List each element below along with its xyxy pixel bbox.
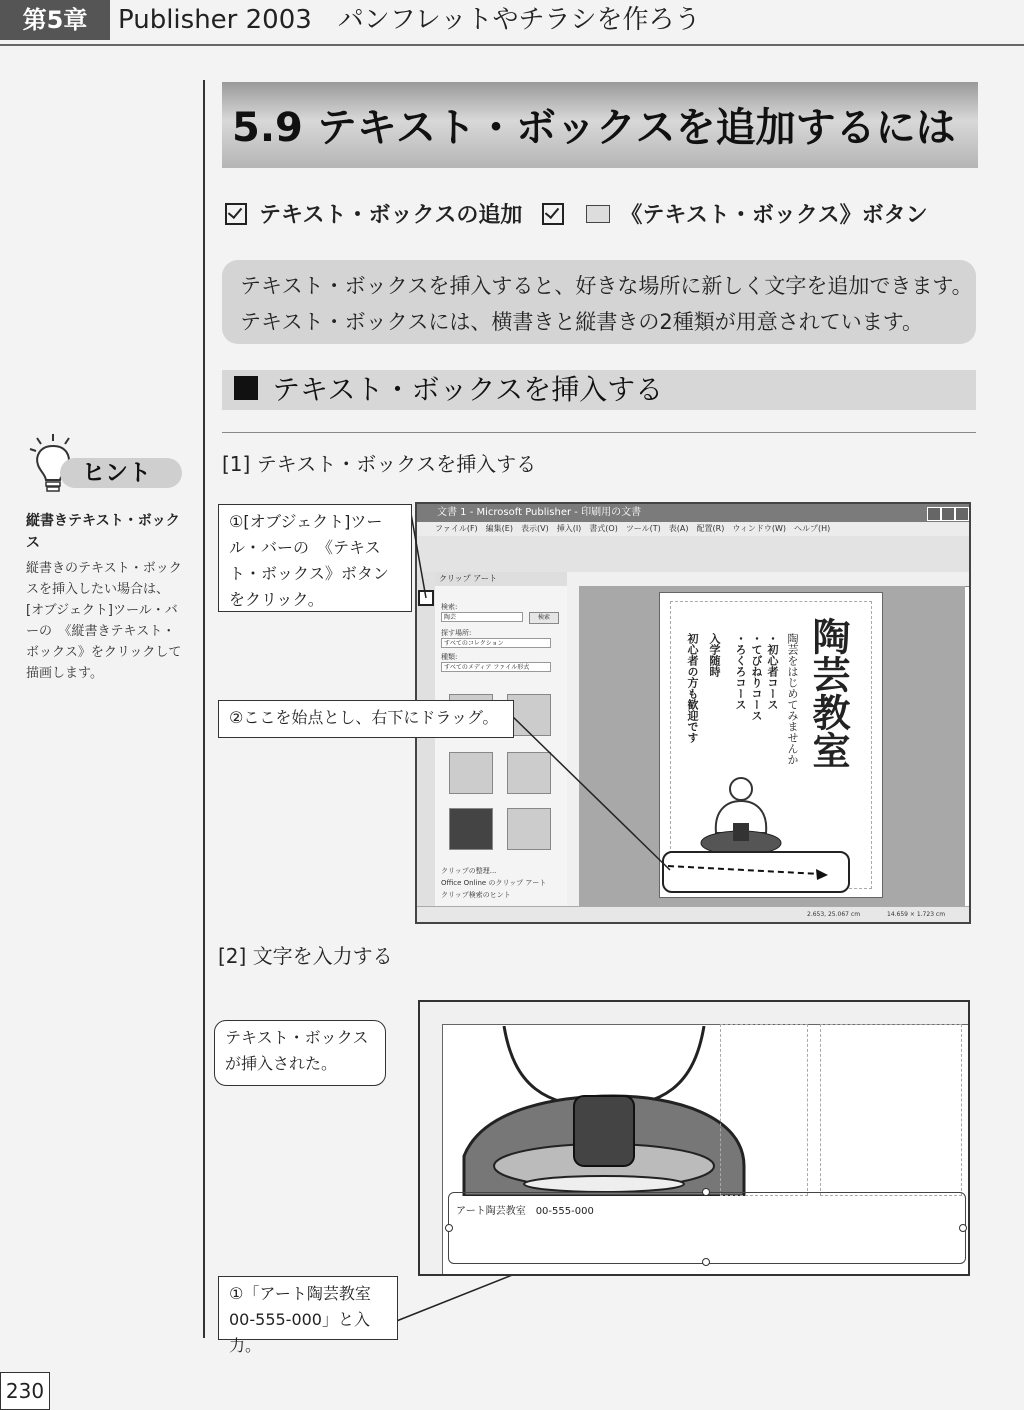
text-column-guide bbox=[720, 1024, 808, 1196]
flyer-enrollment: 入学随時 bbox=[708, 633, 721, 677]
flyer-course-2: ・てびねりコース bbox=[750, 633, 763, 721]
resize-handle[interactable] bbox=[445, 1224, 453, 1232]
resize-handle[interactable] bbox=[702, 1188, 710, 1196]
text-column-guide bbox=[820, 1024, 962, 1196]
zoomed-page-screenshot bbox=[418, 1000, 970, 1276]
callout-enter-text-line2: 00-555-000」と入力。 bbox=[229, 1310, 370, 1355]
callout-drag: ②ここを始点とし、右下にドラッグ。 bbox=[218, 700, 514, 738]
window-title-bar: 文書 1 - Microsoft Publisher - 印刷用の文書 bbox=[417, 504, 969, 522]
search-tips-link[interactable]: クリップ検索のヒント bbox=[441, 891, 511, 899]
status-size: 14.659 × 1.723 cm bbox=[887, 911, 946, 918]
typed-text[interactable]: アート陶芸教室 00-555-000 bbox=[456, 1206, 594, 1217]
callout-enter-text-line1: ①「アート陶芸教室 bbox=[229, 1284, 371, 1303]
flyer-course-1: ・初心者コース bbox=[766, 633, 779, 710]
type-label: 種類: bbox=[441, 653, 458, 661]
hint-label: ヒント bbox=[82, 460, 151, 486]
chapter-tag: 第5章 bbox=[0, 0, 110, 40]
intro-line-1: テキスト・ボックスを挿入すると、好きな場所に新しく文字を追加できます。 bbox=[240, 274, 973, 298]
close-icon[interactable] bbox=[955, 507, 969, 521]
callout-enter-text bbox=[218, 1276, 398, 1355]
type-select[interactable]: すべてのメディア ファイル形式 bbox=[441, 662, 551, 672]
chapter-title: Publisher 2003 パンフレットやチラシを作ろう bbox=[118, 5, 701, 35]
status-bar bbox=[417, 906, 969, 923]
section-title: 5.9 テキスト・ボックスを追加するには bbox=[232, 105, 956, 151]
flyer-welcome: 初心者の方も歓迎です bbox=[686, 633, 699, 743]
key-point-1: テキスト・ボックスの追加 bbox=[259, 203, 523, 228]
search-input[interactable]: 陶芸 bbox=[441, 612, 523, 622]
page-number: 230 bbox=[0, 1372, 50, 1410]
scope-select[interactable]: すべてのコレクション bbox=[441, 638, 551, 648]
checkbox-icon bbox=[542, 203, 564, 225]
key-point-2: 《テキスト・ボックス》ボタン bbox=[620, 203, 928, 228]
flyer-title: 陶芸教室 bbox=[806, 617, 850, 769]
horizontal-ruler[interactable] bbox=[420, 1002, 968, 1025]
resize-handle[interactable] bbox=[959, 1224, 967, 1232]
maximize-icon[interactable] bbox=[941, 507, 955, 521]
minimize-icon[interactable] bbox=[927, 507, 941, 521]
flyer-lead: 陶芸をはじめてみませんか bbox=[786, 633, 799, 765]
callout-text-box-inserted: テキスト・ボックスが挿入された。 bbox=[214, 1020, 386, 1086]
hint-body: 縦書きのテキスト・ボックスを挿入したい場合は、[オブジェクト]ツール・バーの 《縦書きテキスト・ボックス》をクリックして描画します。 bbox=[26, 561, 182, 681]
subheading: テキスト・ボックスを挿入する bbox=[272, 373, 664, 406]
hint-heading: 縦書きテキスト・ボックス bbox=[26, 513, 180, 551]
text-box-button-icon bbox=[586, 205, 610, 223]
vertical-ruler[interactable] bbox=[420, 1024, 443, 1274]
key-points bbox=[225, 198, 928, 229]
step-2-heading: [2] 文字を入力する bbox=[218, 944, 393, 968]
resize-handle[interactable] bbox=[702, 1258, 710, 1266]
status-position: 2.653, 25.067 cm bbox=[807, 911, 861, 918]
header-rule bbox=[0, 44, 1024, 46]
scope-label: 探す場所: bbox=[441, 629, 472, 637]
intro-line-2: テキスト・ボックスには、横書きと縦書きの2種類が用意されています。 bbox=[240, 310, 924, 334]
divider bbox=[222, 432, 976, 433]
step-1-heading: [1] テキスト・ボックスを挿入する bbox=[222, 452, 537, 476]
task-pane-title: クリップ アート bbox=[435, 572, 567, 586]
search-button[interactable]: 検索 bbox=[529, 612, 559, 624]
organize-clips-link[interactable]: クリップの整理... bbox=[441, 867, 497, 875]
square-bullet-icon bbox=[234, 376, 258, 400]
office-online-link[interactable]: Office Online のクリップ アート bbox=[441, 879, 547, 887]
menu-bar[interactable]: ファイル(F) 編集(E) 表示(V) 挿入(I) 書式(O) ツール(T) 表(A) 配置(R) ウィンドウ(W) ヘルプ(H) bbox=[417, 522, 969, 536]
drag-arrow bbox=[660, 858, 840, 888]
flyer-course-3: ・ろくろコース bbox=[734, 633, 747, 710]
potter-illustration bbox=[696, 773, 786, 863]
search-label: 検索: bbox=[441, 603, 458, 611]
callout-click-text-box-button: ①[オブジェクト]ツール・バーの 《テキスト・ボックス》ボタンをクリック。 bbox=[218, 504, 412, 612]
checkbox-icon bbox=[225, 203, 247, 225]
flyer-page bbox=[659, 592, 883, 898]
column-divider bbox=[203, 80, 205, 1338]
